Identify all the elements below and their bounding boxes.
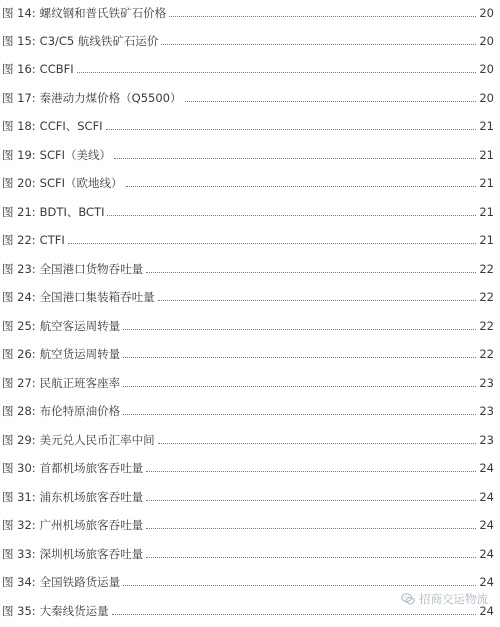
figure-title: 秦港动力煤价格（Q5500）: [39, 91, 182, 105]
toc-entry[interactable]: [2, 113, 494, 133]
dot-leader: [146, 470, 476, 472]
figure-title: CCFI、SCFI: [39, 119, 103, 133]
figure-title: 全国港口集装箱吞吐量: [39, 290, 155, 304]
figure-label: 图 25:: [2, 319, 36, 333]
toc-entry[interactable]: [2, 170, 494, 190]
page-number: 21: [479, 205, 494, 219]
figure-label: 图 29:: [2, 433, 36, 447]
dot-leader: [161, 43, 476, 45]
figure-label: 图 26:: [2, 347, 36, 361]
toc-entry[interactable]: [2, 199, 494, 219]
dot-leader: [112, 613, 477, 615]
figure-label: 图 19:: [2, 148, 36, 162]
page-number: 22: [479, 319, 494, 333]
toc-entry[interactable]: [2, 398, 494, 418]
toc-entry[interactable]: [2, 512, 494, 532]
figure-title: 航空客运周转量: [39, 319, 121, 333]
dot-leader: [185, 100, 477, 102]
dot-leader: [126, 185, 477, 187]
figure-label: 图 24:: [2, 290, 36, 304]
figure-title: 美元兑人民币汇率中间: [39, 433, 155, 447]
figure-title: CTFI: [39, 233, 65, 247]
dot-leader: [146, 556, 476, 558]
toc-entry[interactable]: [2, 227, 494, 247]
page-number: 22: [479, 262, 494, 276]
page-number: 24: [479, 490, 494, 504]
dot-leader: [158, 442, 477, 444]
page-number: 21: [479, 148, 494, 162]
dot-leader: [123, 356, 476, 358]
toc-entry[interactable]: [2, 341, 494, 361]
dot-leader: [77, 71, 477, 73]
figure-title: BDTI、BCTI: [39, 205, 105, 219]
toc-entry[interactable]: [2, 313, 494, 333]
figure-title: 螺纹钢和普氏铁矿石价格: [39, 6, 167, 20]
dot-leader: [146, 527, 476, 529]
page-number: 22: [479, 290, 494, 304]
page-number: 21: [479, 233, 494, 247]
dot-leader: [146, 499, 476, 501]
toc-entry[interactable]: [2, 541, 494, 561]
figure-label: 图 32:: [2, 518, 36, 532]
toc-entry[interactable]: [2, 569, 494, 589]
dot-leader: [123, 413, 476, 415]
page-number: 21: [479, 119, 494, 133]
page-number: 23: [479, 376, 494, 390]
page-number: 24: [479, 547, 494, 561]
figure-title: SCFI（美线）: [39, 148, 112, 162]
watermark: [401, 591, 488, 607]
watermark-text: 招商交运物流: [419, 592, 488, 606]
figure-title: 全国铁路货运量: [39, 575, 121, 589]
figure-label: 图 15:: [2, 34, 36, 48]
figure-label: 图 35:: [2, 604, 36, 618]
toc-entry[interactable]: [2, 455, 494, 475]
figure-title: 布伦特原油价格: [39, 404, 121, 418]
figure-label: 图 18:: [2, 119, 36, 133]
page-number: 20: [479, 91, 494, 105]
toc-entry[interactable]: [2, 85, 494, 105]
figure-title: 航空货运周转量: [39, 347, 121, 361]
toc-entry[interactable]: [2, 484, 494, 504]
dot-leader: [68, 242, 477, 244]
page-number: 24: [479, 518, 494, 532]
dot-leader: [114, 157, 476, 159]
page-number: 21: [479, 176, 494, 190]
dot-leader: [123, 328, 476, 330]
figure-title: 浦东机场旅客吞吐量: [39, 490, 144, 504]
toc-entry[interactable]: [2, 0, 494, 20]
dot-leader: [169, 15, 476, 17]
figure-label: 图 14:: [2, 6, 36, 20]
figure-title: 民航正班客座率: [39, 376, 121, 390]
toc-entry[interactable]: [2, 28, 494, 48]
page-number: 23: [479, 433, 494, 447]
figure-label: 图 30:: [2, 461, 36, 475]
dot-leader: [123, 385, 476, 387]
toc-entry[interactable]: [2, 284, 494, 304]
figure-title: 首都机场旅客吞吐量: [39, 461, 144, 475]
toc-entry[interactable]: [2, 56, 494, 76]
wechat-icon: [401, 592, 415, 606]
page-number: 20: [479, 6, 494, 20]
figure-label: 图 33:: [2, 547, 36, 561]
dot-leader: [158, 299, 477, 301]
figure-title: CCBFI: [39, 62, 74, 76]
figure-label: 图 22:: [2, 233, 36, 247]
figure-label: 图 16:: [2, 62, 36, 76]
page-number: 23: [479, 404, 494, 418]
toc-entry[interactable]: [2, 142, 494, 162]
figure-label: 图 20:: [2, 176, 36, 190]
page-number: 20: [479, 34, 494, 48]
page-number: 24: [479, 575, 494, 589]
page-number: 20: [479, 62, 494, 76]
page-number: 24: [479, 604, 494, 618]
figure-title: C3/C5 航线铁矿石运价: [39, 34, 159, 48]
dot-leader: [106, 128, 477, 130]
figure-label: 图 23:: [2, 262, 36, 276]
page-number: 22: [479, 347, 494, 361]
dot-leader: [146, 271, 476, 273]
figure-title: 广州机场旅客吞吐量: [39, 518, 144, 532]
figure-label: 图 31:: [2, 490, 36, 504]
figure-title: 全国港口货物吞吐量: [39, 262, 144, 276]
page-number: 24: [479, 461, 494, 475]
dot-leader: [123, 584, 476, 586]
figure-label: 图 17:: [2, 91, 36, 105]
toc-entry[interactable]: [2, 370, 494, 390]
figure-label: 图 34:: [2, 575, 36, 589]
toc-entry[interactable]: [2, 256, 494, 276]
figure-title: 深圳机场旅客吞吐量: [39, 547, 144, 561]
figure-label: 图 21:: [2, 205, 36, 219]
figure-label: 图 27:: [2, 376, 36, 390]
figure-label: 图 28:: [2, 404, 36, 418]
figure-title: 大秦线货运量: [39, 604, 109, 618]
dot-leader: [107, 214, 476, 216]
figure-title: SCFI（欧地线）: [39, 176, 123, 190]
toc-entry[interactable]: [2, 427, 494, 447]
